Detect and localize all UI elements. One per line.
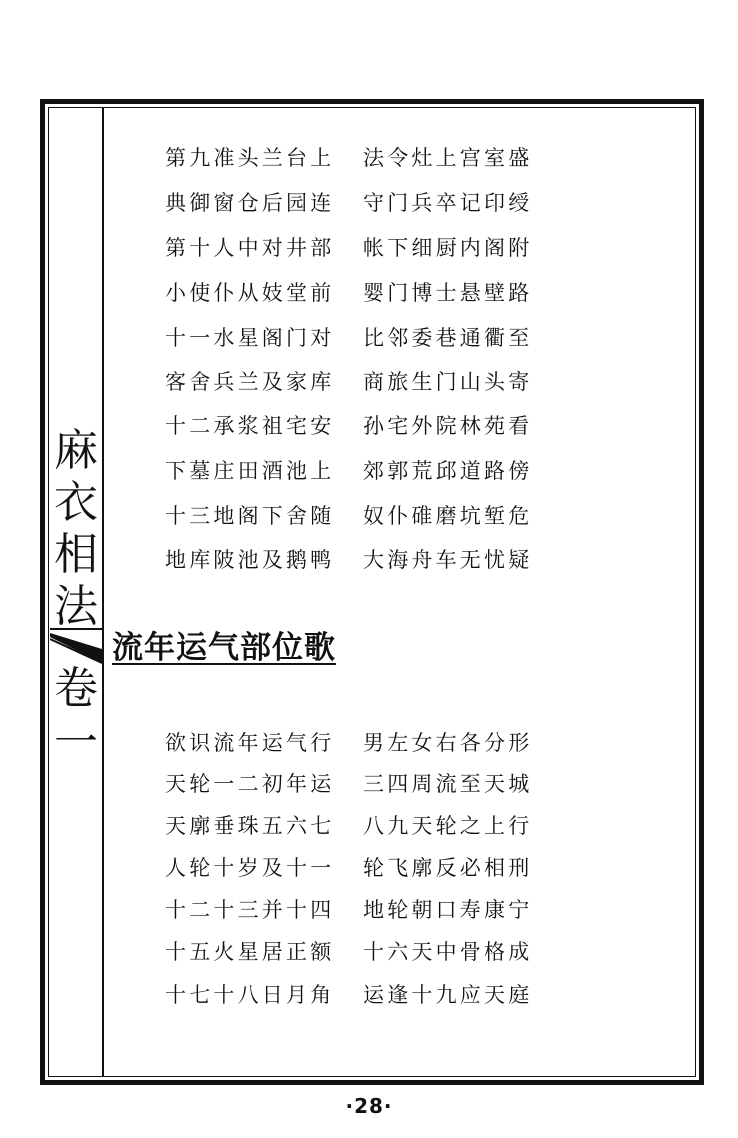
fishtail-ornament-icon bbox=[50, 627, 102, 665]
verse-line bbox=[165, 455, 561, 485]
verse-left: 地库陂池及鹅鸭 bbox=[165, 548, 335, 572]
verse-left: 典御窗仓后园连 bbox=[165, 191, 335, 215]
book-title-char: 相 bbox=[54, 529, 98, 580]
verse-right: 八九天轮之上行 bbox=[363, 814, 533, 838]
book-title-char: 法 bbox=[54, 581, 98, 632]
verse-left: 十二承浆祖宅安 bbox=[165, 414, 335, 438]
verse-left: 十七十八日月角 bbox=[165, 983, 335, 1007]
book-title-vertical bbox=[50, 425, 102, 633]
verse-right: 法令灶上宫室盛 bbox=[363, 146, 533, 170]
verse-left: 十三地阁下舍随 bbox=[165, 504, 335, 528]
verse-line bbox=[165, 322, 561, 352]
verse-right: 守门兵卒记印绶 bbox=[363, 191, 533, 215]
verse-left: 天轮一二初年运 bbox=[165, 772, 335, 796]
verse-left: 第九准头兰台上 bbox=[165, 146, 335, 170]
verse-right: 奴仆碓磨坑堑危 bbox=[363, 504, 533, 528]
section-heading: 流年运气部位歌 bbox=[112, 630, 336, 666]
verse-line bbox=[165, 142, 561, 172]
verse-right: 郊郭荒邱道路傍 bbox=[363, 459, 533, 483]
verse-left: 小使仆从妓堂前 bbox=[165, 281, 335, 305]
verse-line bbox=[165, 410, 561, 440]
book-title-char: 衣 bbox=[54, 477, 98, 528]
verse-line bbox=[165, 936, 561, 966]
book-title-char: 麻 bbox=[54, 425, 98, 476]
verse-right: 比邻委巷通衢至 bbox=[363, 326, 533, 350]
side-column-divider bbox=[102, 108, 104, 1076]
verse-right: 十六天中骨格成 bbox=[363, 940, 533, 964]
volume-char: 一 bbox=[54, 717, 98, 768]
verse-left: 天廓垂珠五六七 bbox=[165, 814, 335, 838]
verse-right: 地轮朝口寿康宁 bbox=[363, 898, 533, 922]
verse-right: 商旅生门山头寄 bbox=[363, 370, 533, 394]
verse-line bbox=[165, 768, 561, 798]
verse-left: 人轮十岁及十一 bbox=[165, 856, 335, 880]
verse-left: 下墓庄田酒池上 bbox=[165, 459, 335, 483]
page-number: ·28· bbox=[345, 1094, 393, 1118]
volume-char: 卷 bbox=[54, 663, 98, 714]
verse-left: 十五火星居正额 bbox=[165, 940, 335, 964]
verse-line bbox=[165, 277, 561, 307]
verse-right: 轮飞廓反必相刑 bbox=[363, 856, 533, 880]
verse-line bbox=[165, 894, 561, 924]
verse-line bbox=[165, 500, 561, 530]
verse-line bbox=[165, 187, 561, 217]
verse-line bbox=[165, 232, 561, 262]
verse-right: 运逢十九应天庭 bbox=[363, 983, 533, 1007]
verse-right: 大海舟车无忧疑 bbox=[363, 548, 533, 572]
verse-line bbox=[165, 544, 561, 574]
verse-right: 孙宅外院林苑看 bbox=[363, 414, 533, 438]
verse-line bbox=[165, 979, 561, 1009]
verse-right: 男左女右各分形 bbox=[363, 731, 533, 755]
verse-right: 帐下细厨内阁附 bbox=[363, 236, 533, 260]
verse-line bbox=[165, 366, 561, 396]
verse-line bbox=[165, 727, 561, 757]
verse-right: 三四周流至天城 bbox=[363, 772, 533, 796]
verse-left: 欲识流年运气行 bbox=[165, 731, 335, 755]
verse-left: 第十人中对井部 bbox=[165, 236, 335, 260]
verse-right: 婴门博士悬壁路 bbox=[363, 281, 533, 305]
verse-line bbox=[165, 810, 561, 840]
verse-left: 十二十三并十四 bbox=[165, 898, 335, 922]
verse-left: 十一水星阁门对 bbox=[165, 326, 335, 350]
verse-line bbox=[165, 852, 561, 882]
volume-label-vertical bbox=[50, 662, 102, 770]
verse-left: 客舍兵兰及家库 bbox=[165, 370, 335, 394]
